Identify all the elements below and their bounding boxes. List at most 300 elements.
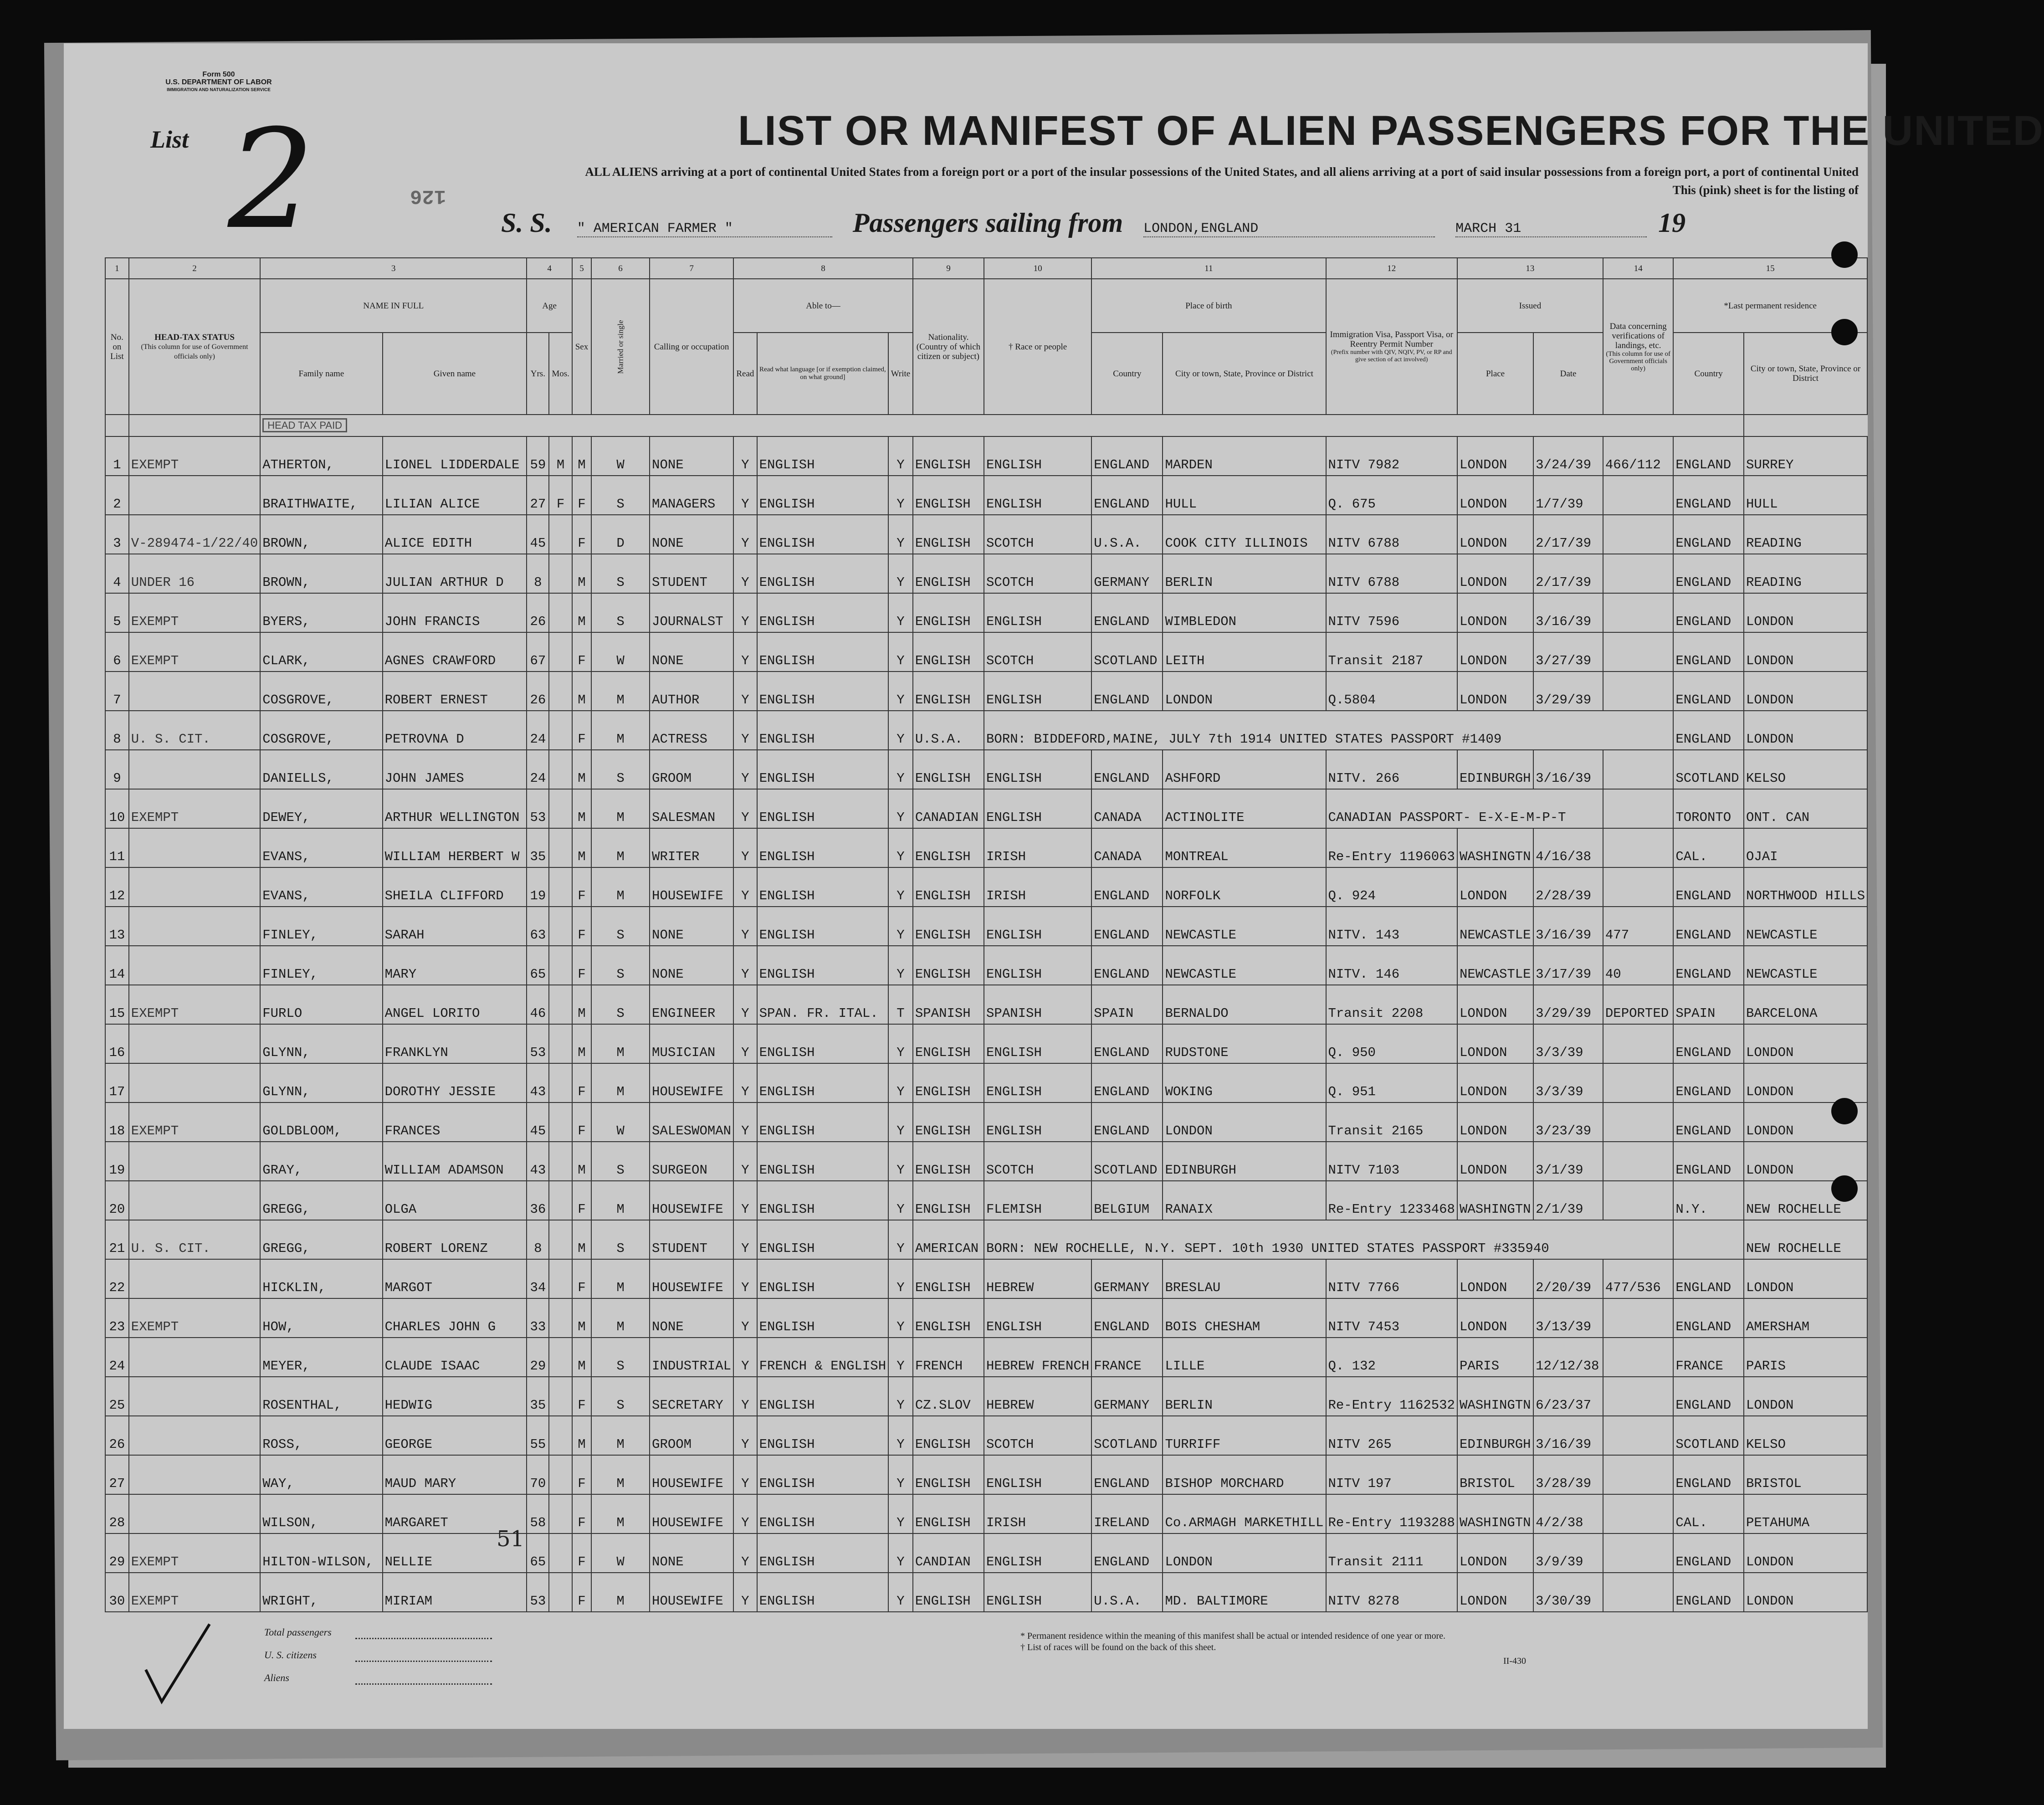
nationality: ENGLISH: [913, 1416, 984, 1455]
verification: [1603, 867, 1673, 907]
residence-city: PARIS: [1744, 1338, 1867, 1377]
verification: [1603, 1063, 1673, 1102]
table-row: [105, 1573, 1867, 1612]
table-row: [105, 1181, 1867, 1220]
race: IRISH: [984, 867, 1091, 907]
head-tax-status: EXEMPT: [129, 1573, 260, 1612]
verification: [1603, 1142, 1673, 1181]
family-name: DANIELLS,: [260, 750, 382, 789]
age-years: 36: [527, 1181, 549, 1220]
can-write: Y: [888, 1494, 913, 1533]
marital-status: W: [591, 1102, 650, 1142]
manifest-sheet: [64, 43, 2044, 1729]
can-write: Y: [888, 907, 913, 946]
race: HEBREW: [984, 1259, 1091, 1298]
read-language: ENGLISH: [757, 554, 888, 593]
residence-country: ENGLAND: [1673, 1573, 1744, 1612]
read-language: ENGLISH: [757, 1063, 888, 1102]
can-read: Y: [733, 1455, 757, 1494]
can-read: Y: [733, 711, 757, 750]
issued-place: WASHINGTN: [1457, 1377, 1533, 1416]
race: SPANISH: [984, 985, 1091, 1024]
nationality: ENGLISH: [913, 1063, 984, 1102]
head-tax-status: UNDER 16: [129, 554, 260, 593]
issued-date: 2/28/39: [1533, 867, 1603, 907]
visa-number: NITV 8278: [1326, 1573, 1457, 1612]
residence-country: ENGLAND: [1673, 1298, 1744, 1338]
given-name: DOROTHY JESSIE: [383, 1063, 527, 1102]
read-language: ENGLISH: [757, 1102, 888, 1142]
residence-country: ENGLAND: [1673, 554, 1744, 593]
marital-status: W: [591, 1533, 650, 1573]
marital-status: M: [591, 1181, 650, 1220]
residence-city: LONDON: [1744, 1024, 1867, 1063]
read-language: ENGLISH: [757, 476, 888, 515]
residence-city: OJAI: [1744, 828, 1867, 867]
issued-place: LONDON: [1457, 672, 1533, 711]
birth-city: Co.ARMAGH MARKETHILL: [1163, 1494, 1326, 1533]
form-number: Form 500: [202, 71, 235, 78]
verification: [1603, 828, 1673, 867]
verification: [1603, 1102, 1673, 1142]
issued-place: LONDON: [1457, 593, 1533, 632]
occupation: NONE: [650, 632, 733, 672]
birth-country: ENGLAND: [1091, 1063, 1163, 1102]
given-name: MARGOT: [383, 1259, 527, 1298]
row-number: 12: [105, 867, 129, 907]
head-tax-paid-stamp: HEAD TAX PAID: [262, 418, 347, 432]
read-language: ENGLISH: [757, 672, 888, 711]
occupation: NONE: [650, 436, 733, 476]
birth-city: NEWCASTLE: [1163, 946, 1326, 985]
nationality: AMERICAN: [913, 1220, 984, 1259]
footnote-residence: * Permanent residence within the meaning of this manifest shall be actual or intended residence of one year or more.: [1020, 1631, 1446, 1641]
race: HEBREW: [984, 1377, 1091, 1416]
visa-number: NITV 7766: [1326, 1259, 1457, 1298]
binder-hole-3: [1831, 1098, 1858, 1124]
head-tax-status: [129, 946, 260, 985]
residence-country: ENGLAND: [1673, 632, 1744, 672]
head-tax-status: V-289474-1/22/40: [129, 515, 260, 554]
passenger-rows: [105, 436, 1867, 1612]
race: IRISH: [984, 1494, 1091, 1533]
birth-country: GERMANY: [1091, 1377, 1163, 1416]
family-name: GLYNN,: [260, 1063, 382, 1102]
occupation: MUSICIAN: [650, 1024, 733, 1063]
birth-city: LONDON: [1163, 1102, 1326, 1142]
marital-status: S: [591, 750, 650, 789]
marital-status: S: [591, 946, 650, 985]
row-number: 1: [105, 436, 129, 476]
residence-city: BARCELONA: [1744, 985, 1867, 1024]
sex: M: [572, 593, 591, 632]
race: SCOTCH: [984, 515, 1091, 554]
birth-city: ACTINOLITE: [1163, 789, 1326, 828]
residence-city: KELSO: [1744, 750, 1867, 789]
age-months: [549, 1102, 572, 1142]
table-row: [105, 1338, 1867, 1377]
birth-country: SCOTLAND: [1091, 632, 1163, 672]
race: ENGLISH: [984, 1102, 1091, 1142]
birth-city: NEWCASTLE: [1163, 907, 1326, 946]
marital-status: M: [591, 1298, 650, 1338]
residence-city: NEWCASTLE: [1744, 907, 1867, 946]
birth-city: HULL: [1163, 476, 1326, 515]
sex: F: [572, 515, 591, 554]
hdr-write: Write: [888, 333, 913, 415]
marital-status: M: [591, 1494, 650, 1533]
occupation: ENGINEER: [650, 985, 733, 1024]
residence-city: LONDON: [1744, 1377, 1867, 1416]
age-months: [549, 554, 572, 593]
age-months: [549, 1024, 572, 1063]
residence-country: ENGLAND: [1673, 436, 1744, 476]
row-number: 30: [105, 1573, 129, 1612]
marital-status: S: [591, 1338, 650, 1377]
table-row: [105, 1259, 1867, 1298]
total-passengers-label: Total passengers: [264, 1626, 332, 1638]
family-name: EVANS,: [260, 828, 382, 867]
verification: [1603, 1533, 1673, 1573]
nationality: ENGLISH: [913, 828, 984, 867]
residence-city: PETAHUMA: [1744, 1494, 1867, 1533]
age-years: 19: [527, 867, 549, 907]
issued-place: LONDON: [1457, 985, 1533, 1024]
hdr-sex: Sex: [572, 279, 591, 415]
given-name: HEDWIG: [383, 1377, 527, 1416]
head-tax-status: EXEMPT: [129, 789, 260, 828]
nationality: ENGLISH: [913, 554, 984, 593]
age-years: 43: [527, 1142, 549, 1181]
verification: [1603, 1494, 1673, 1533]
issued-place: BRISTOL: [1457, 1455, 1533, 1494]
age-years: 24: [527, 711, 549, 750]
read-language: ENGLISH: [757, 436, 888, 476]
given-name: SARAH: [383, 907, 527, 946]
given-name: LIONEL LIDDERDALE: [383, 436, 527, 476]
visa-number: Transit 2208: [1326, 985, 1457, 1024]
issued-place: LONDON: [1457, 1142, 1533, 1181]
col-num-1: 1: [105, 258, 129, 279]
col-num-7: 7: [650, 258, 733, 279]
hdr-married: [591, 279, 650, 415]
marital-status: M: [591, 711, 650, 750]
subtitle-line2: This (pink) sheet is for the listing of: [1672, 183, 1859, 197]
birth-city: MARDEN: [1163, 436, 1326, 476]
birth-country: GERMANY: [1091, 554, 1163, 593]
hdr-res-city: City or town, State, Province or District: [1744, 333, 1867, 415]
given-name: GEORGE: [383, 1416, 527, 1455]
age-years: 55: [527, 1416, 549, 1455]
sailing-label: Passengers sailing from: [852, 208, 1123, 238]
subtitle-line1: ALL ALIENS arriving at a port of continental United States from a foreign port or a port of the insular possessions of the United States, and all aliens arriving at a port of said insular possessions from a foreign port, a port of continental United: [585, 165, 1859, 179]
page-title: LIST OR MANIFEST OF ALIEN PASSENGERS FOR THE UNITED: [738, 108, 2044, 154]
age-years: 35: [527, 1377, 549, 1416]
read-language: ENGLISH: [757, 632, 888, 672]
footnote-races: † List of races will be found on the back of this sheet.: [1020, 1642, 1216, 1652]
residence-city: NEW ROCHELLE: [1744, 1181, 1867, 1220]
given-name: CLAUDE ISAAC: [383, 1338, 527, 1377]
birth-city: BRESLAU: [1163, 1259, 1326, 1298]
head-tax-status: EXEMPT: [129, 1298, 260, 1338]
verification: [1603, 1573, 1673, 1612]
can-read: Y: [733, 1416, 757, 1455]
residence-country: CAL.: [1673, 828, 1744, 867]
residence-country: SPAIN: [1673, 985, 1744, 1024]
residence-country: ENGLAND: [1673, 1377, 1744, 1416]
given-name: SHEILA CLIFFORD: [383, 867, 527, 907]
row-number: 13: [105, 907, 129, 946]
row-number: 20: [105, 1181, 129, 1220]
residence-country: ENGLAND: [1673, 867, 1744, 907]
occupation: HOUSEWIFE: [650, 1259, 733, 1298]
head-tax-status: [129, 1181, 260, 1220]
marital-status: S: [591, 907, 650, 946]
residence-country: ENGLAND: [1673, 907, 1744, 946]
age-months: M: [549, 436, 572, 476]
handwritten-checkmark: [141, 1620, 214, 1711]
given-name: CHARLES JOHN G: [383, 1298, 527, 1338]
nationality: CANDIAN: [913, 1533, 984, 1573]
nationality: SPANISH: [913, 985, 984, 1024]
residence-city: LONDON: [1744, 1142, 1867, 1181]
can-write: Y: [888, 672, 913, 711]
row-number: 17: [105, 1063, 129, 1102]
ss-label: S. S.: [501, 208, 552, 238]
issued-date: 2/20/39: [1533, 1259, 1603, 1298]
hdr-mos: Mos.: [549, 333, 572, 415]
hdr-head-tax-note: (This column for use of Government officials only): [141, 343, 248, 360]
can-read: Y: [733, 1063, 757, 1102]
issued-date: 3/23/39: [1533, 1102, 1603, 1142]
family-name: BRAITHWAITE,: [260, 476, 382, 515]
us-citizens-label: U. S. citizens: [264, 1649, 317, 1661]
verification: [1603, 750, 1673, 789]
marital-status: W: [591, 632, 650, 672]
col-num-2: 2: [129, 258, 260, 279]
birth-country: CANADA: [1091, 828, 1163, 867]
issued-date: 12/12/38: [1533, 1338, 1603, 1377]
age-months: [549, 515, 572, 554]
given-name: MIRIAM: [383, 1573, 527, 1612]
head-tax-status: [129, 1338, 260, 1377]
nationality: CANADIAN: [913, 789, 984, 828]
family-name: ROSENTHAL,: [260, 1377, 382, 1416]
issued-place: NEWCASTLE: [1457, 946, 1533, 985]
head-tax-status: EXEMPT: [129, 1102, 260, 1142]
birth-country: FRANCE: [1091, 1338, 1163, 1377]
age-months: [549, 1377, 572, 1416]
verification: [1603, 632, 1673, 672]
issued-date: 4/2/38: [1533, 1494, 1603, 1533]
head-tax-status: [129, 1377, 260, 1416]
birth-city: ASHFORD: [1163, 750, 1326, 789]
can-read: Y: [733, 436, 757, 476]
issued-place: WASHINGTN: [1457, 1494, 1533, 1533]
table-row: [105, 1298, 1867, 1338]
age-months: [549, 1298, 572, 1338]
race: ENGLISH: [984, 1063, 1091, 1102]
can-write: Y: [888, 1298, 913, 1338]
residence-country: FRANCE: [1673, 1338, 1744, 1377]
visa-number: Re-Entry 1233468: [1326, 1181, 1457, 1220]
issued-place: LONDON: [1457, 554, 1533, 593]
sex: F: [572, 476, 591, 515]
table-row: [105, 1533, 1867, 1573]
row-number: 21: [105, 1220, 129, 1259]
nationality: FRENCH: [913, 1338, 984, 1377]
birth-country: ENGLAND: [1091, 672, 1163, 711]
ship-name: " AMERICAN FARMER ": [577, 221, 832, 237]
occupation: NONE: [650, 1533, 733, 1573]
race: ENGLISH: [984, 907, 1091, 946]
table-row: [105, 1063, 1867, 1102]
table-row: [105, 1416, 1867, 1455]
nationality: ENGLISH: [913, 672, 984, 711]
sex: M: [572, 750, 591, 789]
occupation: HOUSEWIFE: [650, 1455, 733, 1494]
issued-date: 3/9/39: [1533, 1533, 1603, 1573]
issued-place: LONDON: [1457, 632, 1533, 672]
residence-city: LONDON: [1744, 711, 1867, 750]
row-number: 28: [105, 1494, 129, 1533]
sex: F: [572, 1181, 591, 1220]
race: ENGLISH: [984, 750, 1091, 789]
can-write: Y: [888, 1573, 913, 1612]
age-months: [549, 985, 572, 1024]
issued-place: LONDON: [1457, 515, 1533, 554]
issued-date: 2/17/39: [1533, 515, 1603, 554]
given-name: WILLIAM ADAMSON: [383, 1142, 527, 1181]
head-tax-status: EXEMPT: [129, 593, 260, 632]
age-months: [549, 1063, 572, 1102]
age-months: [549, 907, 572, 946]
read-language: ENGLISH: [757, 867, 888, 907]
issued-date: 3/28/39: [1533, 1455, 1603, 1494]
read-language: ENGLISH: [757, 789, 888, 828]
issued-place: LONDON: [1457, 436, 1533, 476]
row-number: 25: [105, 1377, 129, 1416]
birth-country: IRELAND: [1091, 1494, 1163, 1533]
family-name: ROSS,: [260, 1416, 382, 1455]
occupation: SALESWOMAN: [650, 1102, 733, 1142]
marital-status: M: [591, 1024, 650, 1063]
residence-city: LONDON: [1744, 1573, 1867, 1612]
nationality: ENGLISH: [913, 1259, 984, 1298]
table-row: [105, 554, 1867, 593]
hdr-nationality: Nationality. (Country of which citizen or subject): [913, 279, 984, 415]
occupation: ACTRESS: [650, 711, 733, 750]
family-name: FINLEY,: [260, 907, 382, 946]
visa-number: Q. 924: [1326, 867, 1457, 907]
marital-status: M: [591, 1573, 650, 1612]
head-tax-status: [129, 1455, 260, 1494]
visa-number: Re-Entry 1162532: [1326, 1377, 1457, 1416]
marital-status: S: [591, 476, 650, 515]
race: ENGLISH: [984, 476, 1091, 515]
col-num-10: 10: [984, 258, 1091, 279]
birth-country: ENGLAND: [1091, 593, 1163, 632]
row-number: 14: [105, 946, 129, 985]
age-years: 35: [527, 828, 549, 867]
age-months: [549, 632, 572, 672]
verification: [1603, 476, 1673, 515]
family-name: COSGROVE,: [260, 672, 382, 711]
age-months: [549, 593, 572, 632]
given-name: PETROVNA D: [383, 711, 527, 750]
age-months: [549, 1142, 572, 1181]
occupation: STUDENT: [650, 1220, 733, 1259]
age-years: 24: [527, 750, 549, 789]
hdr-given-name: Given name: [383, 333, 527, 415]
row-number: 19: [105, 1142, 129, 1181]
visa-number: NITV 7596: [1326, 593, 1457, 632]
can-read: Y: [733, 1338, 757, 1377]
occupation: HOUSEWIFE: [650, 867, 733, 907]
family-name: DEWEY,: [260, 789, 382, 828]
row-number: 5: [105, 593, 129, 632]
occupation: NONE: [650, 1298, 733, 1338]
can-read: Y: [733, 1259, 757, 1298]
list-label: List: [150, 126, 189, 153]
issued-place: LONDON: [1457, 867, 1533, 907]
can-write: Y: [888, 1455, 913, 1494]
head-tax-status: [129, 907, 260, 946]
table-row: [105, 907, 1867, 946]
sex: F: [572, 946, 591, 985]
hdr-issued-date: Date: [1533, 333, 1603, 415]
family-name: GREGG,: [260, 1220, 382, 1259]
hdr-head-tax-title: HEAD-TAX STATUS: [154, 332, 235, 342]
residence-city: HULL: [1744, 476, 1867, 515]
issued-place: LONDON: [1457, 1259, 1533, 1298]
birth-country: ENGLAND: [1091, 946, 1163, 985]
age-months: [549, 1533, 572, 1573]
visa-number: Transit 2187: [1326, 632, 1457, 672]
marital-status: M: [591, 789, 650, 828]
nationality: ENGLISH: [913, 476, 984, 515]
age-months: [549, 1573, 572, 1612]
age-years: 33: [527, 1298, 549, 1338]
table-row: [105, 672, 1867, 711]
birth-city: RUDSTONE: [1163, 1024, 1326, 1063]
hdr-verification-note: (This column for use of Government officials only): [1606, 350, 1670, 372]
us-citizens-line: [355, 1661, 492, 1662]
age-years: 26: [527, 672, 549, 711]
can-write: Y: [888, 593, 913, 632]
hdr-last-residence: *Last permanent residence: [1673, 279, 1867, 333]
birth-country: SPAIN: [1091, 985, 1163, 1024]
residence-city: READING: [1744, 554, 1867, 593]
issued-place: WASHINGTN: [1457, 828, 1533, 867]
age-months: [549, 711, 572, 750]
given-name: FRANCES: [383, 1102, 527, 1142]
birth-country: ENGLAND: [1091, 436, 1163, 476]
family-name: COSGROVE,: [260, 711, 382, 750]
row-number: 3: [105, 515, 129, 554]
department: U.S. DEPARTMENT OF LABOR: [165, 78, 272, 86]
head-tax-status: [129, 867, 260, 907]
table-row: [105, 593, 1867, 632]
issued-date: 3/29/39: [1533, 672, 1603, 711]
given-name: MAUD MARY: [383, 1455, 527, 1494]
residence-city: NORTHWOOD HILLS: [1744, 867, 1867, 907]
can-read: Y: [733, 1102, 757, 1142]
family-name: BROWN,: [260, 515, 382, 554]
hdr-read-language: Read what language [or if exemption claimed, on what ground]: [757, 333, 888, 415]
hdr-name-in-full: NAME IN FULL: [260, 279, 527, 333]
residence-city: LONDON: [1744, 1063, 1867, 1102]
